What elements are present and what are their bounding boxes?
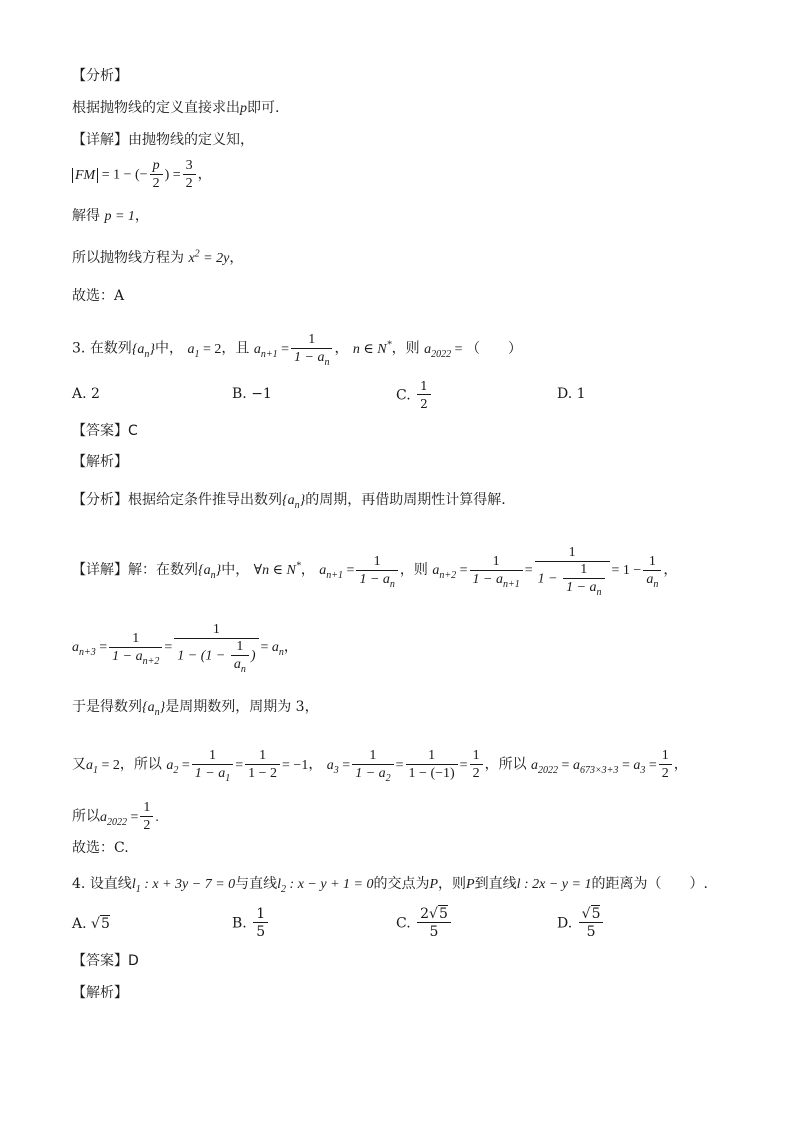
q3-text-c: ，且 <box>221 340 250 357</box>
q3-option-c-label: C. <box>396 387 411 404</box>
detail-line <box>72 130 254 150</box>
q3-seq <box>131 341 156 360</box>
q4-text-e: 到直线 <box>474 876 517 892</box>
parabola-tail: ， <box>229 250 244 266</box>
q3-rec-frac <box>291 332 332 367</box>
again-e: ， <box>673 756 688 773</box>
parabola-line <box>72 248 243 269</box>
detail-3-label: 【详解】 <box>72 562 128 579</box>
choose-a: 故选：A <box>72 288 125 304</box>
fm-frac-den: 2 <box>152 176 160 191</box>
q4-d-label: D. <box>557 915 573 932</box>
q4-l2 <box>277 877 374 895</box>
q4-l1 <box>131 877 236 895</box>
fm-equation <box>72 158 212 193</box>
q4-d-frac: $\frac{√5}{5}$ <box>579 906 604 941</box>
parabola-exp: 2 <box>194 248 200 260</box>
q4-p2: P <box>466 877 475 892</box>
analysis-3 <box>72 490 506 511</box>
q3-ask-eq: = （ ） <box>451 341 522 357</box>
fm-frac-p2 <box>150 158 163 193</box>
period-text-b: 是周期数列，周期为 3， <box>165 699 319 715</box>
q4-c-den: 5 <box>429 924 439 940</box>
period-text: 于是得数列 <box>72 699 142 715</box>
answer-3: 【答案】C <box>72 423 138 439</box>
detail-3-rec: $a_{n+1}$ = $\frac{1}{1 - a_n}$ <box>319 563 400 578</box>
q4-text-d: ，则 <box>438 876 467 892</box>
detail-label: 【详解】 <box>72 132 128 148</box>
q4-a-label: A. <box>72 916 87 932</box>
solve-text: 解得 <box>72 208 100 224</box>
q4-text-a: 设直线 <box>89 876 132 892</box>
q3-option-b: B. −1 <box>232 386 272 402</box>
q3-rec-den: 1 − a <box>294 350 325 365</box>
final-line <box>72 800 159 835</box>
q3-rec-lhs: a <box>253 341 261 357</box>
q3-ask-sub: 2022 <box>431 348 452 360</box>
analysis-3-a: 根据给定条件推导出数列 <box>128 492 282 508</box>
question-3 <box>72 332 522 367</box>
q4-c-num-a: 2 <box>420 906 430 922</box>
q4-option-c <box>396 906 453 941</box>
q3-text-a: 在数列 <box>89 340 132 357</box>
analysis-3-seq: $\{a_n\}$ <box>282 493 306 511</box>
q3-c-num: 1 <box>417 378 431 395</box>
again-b: ，所以 <box>119 756 162 773</box>
again-a1: $a_1 = 2$ <box>86 757 120 776</box>
q4-option-d <box>557 906 605 941</box>
q3-seq-a: {a <box>131 341 145 357</box>
q3-n-in <box>352 339 392 357</box>
again-text: 又 <box>72 756 86 773</box>
detail-3-d: ， <box>300 562 315 579</box>
q3-text-d: ， <box>334 340 349 357</box>
q3-n-in-text: n ∈ N <box>352 341 387 357</box>
q3-a1-sub: 1 <box>194 348 200 360</box>
q3-rec-num: 1 <box>291 332 332 349</box>
q3-ask <box>424 341 522 360</box>
q4-l2-eq: : x − y + 1 = 0 <box>286 877 374 892</box>
analysis-text-end: 即可. <box>247 100 280 116</box>
parabola-rhs: = 2y <box>199 251 230 266</box>
solve-tail: ， <box>134 208 149 224</box>
final-text: 所以 <box>72 808 100 825</box>
analysis-heading: 【分析】 <box>72 68 128 84</box>
fm-frac-num: p <box>150 158 163 175</box>
again-line <box>72 748 688 783</box>
q3-rec-eq: = <box>277 341 289 357</box>
q4-text-c: 的交点为 <box>373 876 430 892</box>
solve-line <box>72 206 149 227</box>
q4-p: P <box>429 877 439 892</box>
q3-rec-sub: n+1 <box>260 348 278 360</box>
q4-l2-sub: 2 <box>281 883 287 895</box>
q4-l1-l: l <box>131 877 136 892</box>
detail-3-seq: $\{a_n\}$ <box>198 563 222 582</box>
q4-c-root: 5 <box>438 906 448 922</box>
q4-d-root: 5 <box>591 906 601 922</box>
q4-l1-eq: : x + 3y − 7 = 0 <box>140 877 236 892</box>
parabola-x: x <box>188 251 195 266</box>
q3-a1-val: = 2 <box>199 341 222 357</box>
analysis-var-p: p <box>240 101 247 116</box>
question-4 <box>72 874 708 895</box>
parabola-eq <box>188 248 230 266</box>
analysis-text-a: 根据抛物线的定义直接求出 <box>72 100 240 116</box>
q4-l2-l: l <box>277 877 282 892</box>
q4-l-l: l <box>516 877 521 892</box>
detail-3-an2: $a_{n+2}$ = $\frac{1}{1 - a_{n+1}}$ = 1 1 − $\frac{1}{1 - a_n}$ = 1 − $\frac{1}{a_n}$ ， <box>432 545 678 598</box>
detail-3-c: ∀n ∈ N <box>253 563 296 579</box>
q3-option-d: D. 1 <box>557 386 586 402</box>
period-line <box>72 697 319 718</box>
q3-recurrence <box>253 332 335 368</box>
detail-3-b: 中， <box>221 562 250 579</box>
fm-abs: FM <box>72 168 98 183</box>
parse-4: 【解析】 <box>72 985 128 1001</box>
q4-b-label: B. <box>232 915 247 932</box>
q3-a1 <box>187 341 222 360</box>
q3-n-sup: * <box>386 339 392 351</box>
detail-3-forall: ∀n ∈ N* <box>253 560 301 579</box>
period-seq: $\{a_n\}$ <box>142 700 166 718</box>
detail-3-an3: $a_{n+3}$ = $\frac{1}{1 - a_{n+2}}$ = 1 1 − (1 − $\frac{1}{a_n}$ ) = $a_n$， <box>72 622 298 675</box>
q4-a-root: 5 <box>100 916 110 932</box>
q3-number: 3. <box>72 340 86 357</box>
fm-frac-32 <box>183 158 196 193</box>
q3-seq-sub: n <box>144 348 150 360</box>
q4-l <box>517 877 592 892</box>
fm-tail: ， <box>197 167 212 183</box>
q4-number: 4. <box>72 876 86 892</box>
detail-3 <box>72 545 677 597</box>
parse-3: 【解析】 <box>72 454 128 470</box>
q4-option-a: A. √5 <box>72 916 110 932</box>
fm-frac2-num: 3 <box>183 158 196 175</box>
fm-frac2-den: 2 <box>185 176 193 191</box>
fm-body-b: ) = <box>164 167 181 183</box>
q4-b-num: 1 <box>253 906 268 923</box>
q4-l1-sub: 1 <box>135 883 141 895</box>
final-eq: $a_{2022}$ = $\frac{1}{2}$ . <box>100 800 159 833</box>
analysis-text <box>72 98 279 119</box>
q3-rec-den-sub: n <box>324 356 330 368</box>
q3-ask-a: a <box>424 341 432 357</box>
q4-c-label: C. <box>396 915 411 932</box>
again-a2: $a_2$ = $\frac{1}{1 - a_1}$ = $\frac{1}{1 - 2}$ = −1 <box>166 748 309 784</box>
parabola-text: 所以抛物线方程为 <box>72 250 184 266</box>
detail-3-e: ，则 <box>399 562 428 579</box>
detail-3-a: 解：在数列 <box>128 562 198 579</box>
choose-c: 故选：C. <box>72 840 129 856</box>
q3-option-a: A. 2 <box>72 386 100 402</box>
detail-text: 由抛物线的定义知， <box>128 132 254 148</box>
fm-body-a: = 1 − (− <box>101 167 148 183</box>
q4-b-den: 5 <box>256 924 266 940</box>
analysis-3-b: 的周期，再借助周期性计算得解. <box>305 492 506 508</box>
q4-b-frac <box>253 906 268 941</box>
q3-text-b: 中， <box>155 340 184 357</box>
q3-seq-end: } <box>149 341 156 357</box>
q4-option-b <box>232 906 270 941</box>
analysis-3-label: 【分析】 <box>72 492 128 508</box>
q3-option-c <box>396 378 433 413</box>
again-d: ，所以 <box>484 756 527 773</box>
q4-d-den: 5 <box>586 924 596 940</box>
again-a2022: $a_{2022} = a_{673\times 3+3} = a_3$ = $\frac{1}{2}$ <box>531 758 674 773</box>
q4-text-b: 与直线 <box>235 876 278 892</box>
again-a3: $a_3$ = $\frac{1}{1 - a_2}$ = $\frac{1}{1 - (-1)}$ = $\frac{1}{2}$ <box>327 758 485 773</box>
q3-option-c-frac <box>417 378 431 413</box>
q4-c-frac: $\frac{2√5}{5}$ <box>417 906 451 941</box>
again-c: ， <box>308 756 323 773</box>
q3-text-e: ，则 <box>391 340 420 357</box>
q3-c-den: 2 <box>420 397 428 411</box>
answer-4: 【答案】D <box>72 953 139 969</box>
q4-text-f: 的距离为（ ）. <box>591 876 708 892</box>
q4-l-eq: : 2x − y = 1 <box>520 877 592 892</box>
solve-eq: p = 1 <box>104 209 135 224</box>
q3-a1-a: a <box>187 341 195 357</box>
